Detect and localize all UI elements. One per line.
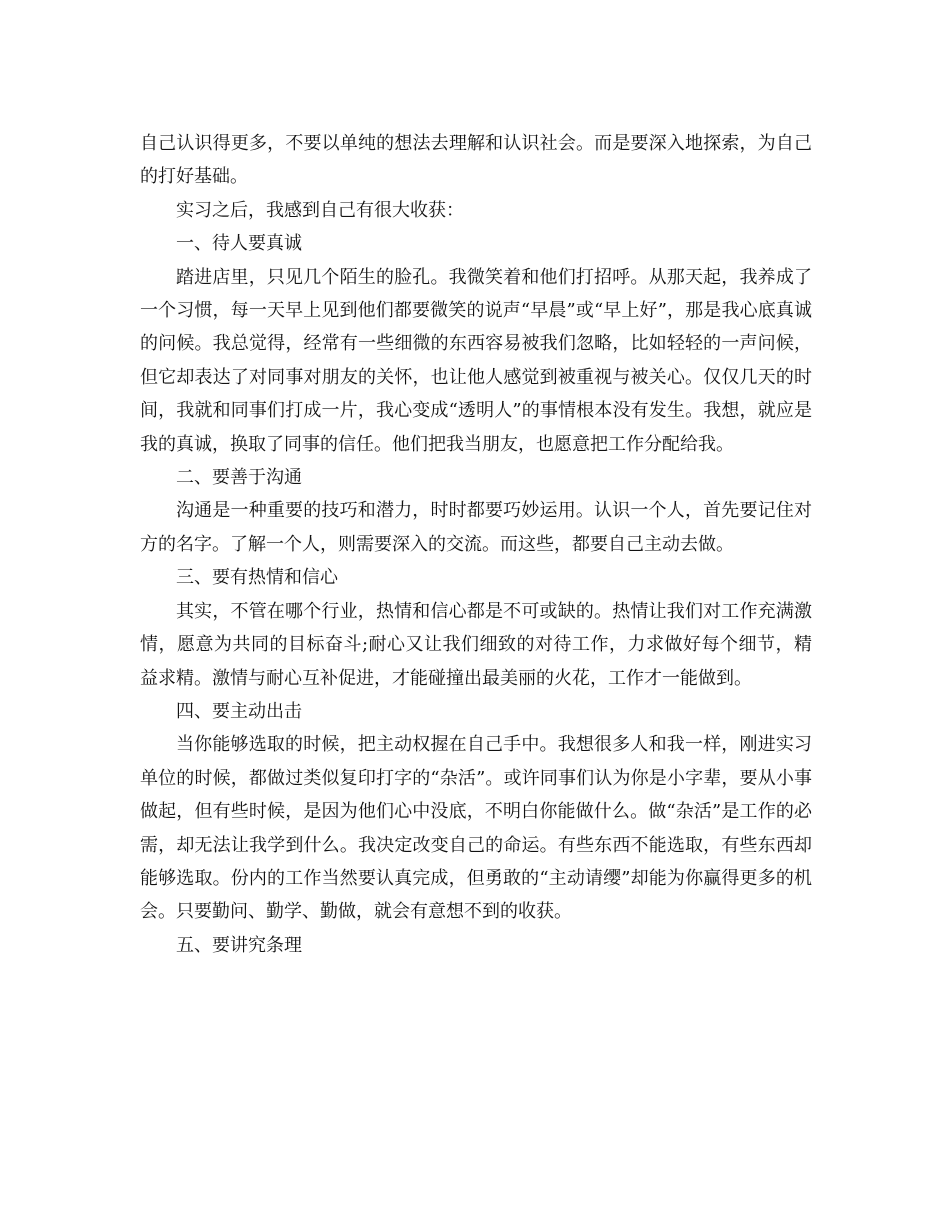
paragraph: 踏进店里，只见几个陌生的脸孔。我微笑着和他们打招呼。从那天起，我养成了一个习惯，每一天早上见到他们都要微笑的说声“早晨”或“早上好”，那是我心底真诚的问候。我总觉得，经常有一些细微的东西容易被我们忽略，比如轻轻的一声问候，但它却表达了对同事对朋友的关怀，也让他人感觉到被重视与被关心。仅仅几天的时间，我就和同事们打成一片，我心变成“透明人”的事情根本没有发生。我想，就应是我的真诚，换取了同事的信任。他们把我当朋友，也愿意把工作分配给我。 [140,266,812,455]
body-text [140,127,812,962]
paragraph: 当你能够选取的时候，把主动权握在自己手中。我想很多人和我一样，刚进实习单位的时候，都做过类似复印打字的“杂活”。或许同事们认为你是小字辈，要从小事做起，但有些时候，是因为他们心中没底，不明白你能做什么。做“杂活”是工作的必需，却无法让我学到什么。我决定改变自己的命运。有些东西不能选取，有些东西却能够选取。份内的工作当然要认真完成，但勇敢的“主动请缨”却能为你赢得更多的机会。只要勤问、勤学、勤做，就会有意想不到的收获。 [140,734,812,923]
section-heading: 三、要有热情和信心 [176,567,338,589]
paragraph: 实习之后，我感到自己有很大收获： [176,199,464,221]
paragraph: 其实，不管在哪个行业，热情和信心都是不可或缺的。热情让我们对工作充满激情，愿意为共同的目标奋斗;耐心又让我们细致的对待工作，力求做好每个细节，精益求精。激情与耐心互补促进，才能碰撞出最美丽的火花，工作才一能做到。 [140,600,812,689]
paragraph: 沟通是一种重要的技巧和潜力，时时都要巧妙运用。认识一个人，首先要记住对方的名字。了解一个人，则需要深入的交流。而这些，都要自己主动去做。 [140,500,812,555]
section-heading: 四、要主动出击 [176,700,302,722]
section-heading: 一、待人要真诚 [176,233,302,255]
section-heading: 五、要讲究条理 [176,934,302,956]
section-heading: 二、要善于沟通 [176,467,302,489]
paragraph: 自己认识得更多，不要以单纯的想法去理解和认识社会。而是要深入地探索，为自己的打好基础。 [140,133,812,188]
